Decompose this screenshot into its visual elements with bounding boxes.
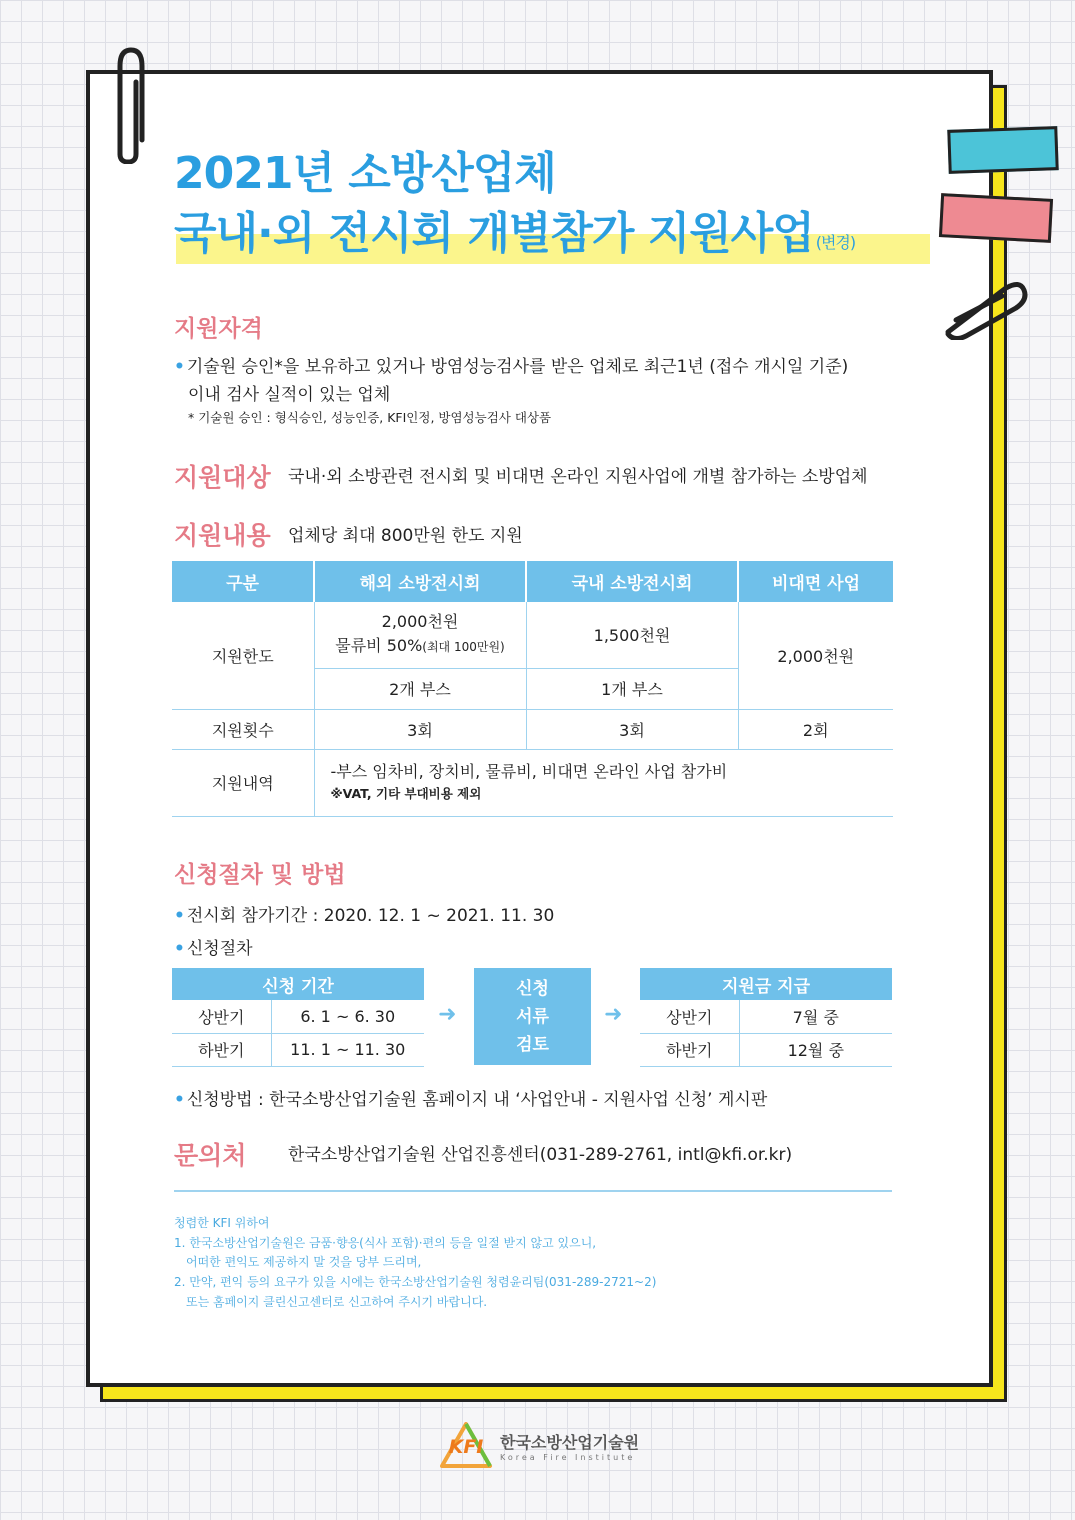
kfi-logo-english: Korea Fire Institute bbox=[500, 1453, 636, 1462]
procedure-steps-label bbox=[174, 934, 253, 959]
apply-period-1: 6. 1 ~ 6. 30 bbox=[271, 1000, 424, 1033]
details-text: -부스 임차비, 장치비, 물류비, 비대면 온라인 사업 참가비 bbox=[330, 761, 728, 781]
header-online: 비대면 사업 bbox=[738, 561, 893, 602]
overseas-booths: 2개 부스 bbox=[314, 668, 526, 709]
content-heading: 지원내용 bbox=[174, 521, 271, 550]
integrity-line4: 또는 홈페이지 클린신고센터로 신고하여 주시기 바랍니다. bbox=[186, 1295, 488, 1309]
procedure-period bbox=[174, 901, 554, 926]
table-row bbox=[172, 602, 893, 668]
overseas-logistics bbox=[315, 634, 526, 659]
paperclip-top-icon bbox=[108, 44, 154, 164]
overseas-logistics-note: (최대 100만원) bbox=[422, 640, 505, 655]
header-category: 구분 bbox=[172, 561, 314, 602]
contact-text: 한국소방산업기술원 산업진흥센터(031-289-2761, intl@kfi.or.kr) bbox=[288, 1145, 793, 1165]
eligibility-note: * 기술원 승인 : 형식승인, 성능인증, KFI인정, 방염성능검사 대상품 bbox=[188, 410, 552, 425]
domestic-booths: 1개 부스 bbox=[526, 668, 738, 709]
table-row bbox=[172, 749, 893, 816]
review-line-1: 신청 bbox=[516, 978, 549, 999]
overseas-count: 3회 bbox=[314, 709, 526, 749]
table-row bbox=[640, 1033, 892, 1066]
kfi-logo-korean: 한국소방산업기술원 bbox=[500, 1433, 640, 1452]
limit-label: 지원한도 bbox=[172, 602, 314, 709]
count-label: 지원횟수 bbox=[172, 709, 314, 749]
details-note: ※VAT, 기타 부대비용 제외 bbox=[330, 785, 482, 801]
support-table-header bbox=[172, 561, 893, 602]
payment-header: 지원금 지급 bbox=[640, 968, 892, 1000]
kfi-logo-text bbox=[500, 1430, 639, 1462]
details-cell bbox=[314, 749, 893, 816]
table-row bbox=[172, 709, 893, 749]
blue-tape-strip bbox=[947, 126, 1058, 174]
eligibility-line2: 이내 검사 실적이 있는 업체 bbox=[188, 385, 391, 405]
divider bbox=[174, 1190, 892, 1192]
page-title-line1: 2021년 소방산업체 bbox=[174, 148, 556, 199]
table-row bbox=[640, 1000, 892, 1033]
procedure-method-text: 신청방법 : 한국소방산업기술원 홈페이지 내 ‘사업안내 - 지원사업 신청’ 게시판 bbox=[186, 1090, 768, 1110]
overseas-amount: 2,000천원 bbox=[381, 612, 459, 632]
pay-half-2: 하반기 bbox=[640, 1033, 739, 1066]
kfi-logo bbox=[436, 1422, 639, 1470]
overseas-limit-cell bbox=[314, 602, 526, 668]
procedure-steps-text: 신청절차 bbox=[186, 939, 253, 959]
overseas-logistics-text: 물류비 50% bbox=[335, 636, 423, 656]
apply-period-2: 11. 1 ~ 11. 30 bbox=[271, 1033, 424, 1066]
apply-half-2: 하반기 bbox=[172, 1033, 271, 1066]
title-suffix: (변경) bbox=[815, 233, 856, 252]
domestic-count: 3회 bbox=[526, 709, 738, 749]
bullet-icon: • bbox=[174, 357, 185, 377]
online-count: 2회 bbox=[738, 709, 893, 749]
integrity-line2: 어떠한 편익도 제공하지 말 것을 당부 드리며, bbox=[186, 1255, 422, 1269]
kfi-logo-mark bbox=[436, 1422, 496, 1470]
bullet-icon: • bbox=[174, 1090, 185, 1110]
bullet-icon: • bbox=[174, 906, 185, 926]
apply-half-1: 상반기 bbox=[172, 1000, 271, 1033]
table-row bbox=[172, 1033, 424, 1066]
eligibility-heading: 지원자격 bbox=[174, 316, 263, 342]
procedure-heading: 신청절차 및 방법 bbox=[174, 862, 346, 888]
target-text: 국내·외 소방관련 전시회 및 비대면 온라인 지원사업에 개별 참가하는 소방업체 bbox=[288, 467, 868, 487]
payment-table bbox=[640, 968, 892, 1067]
domestic-amount: 1,500천원 bbox=[526, 602, 738, 668]
target-heading: 지원대상 bbox=[174, 463, 271, 492]
kfi-logo-letters: KFI bbox=[448, 1436, 484, 1458]
integrity-line3: 2. 만약, 편익 등의 요구가 있을 시에는 한국소방산업기술원 청렴윤리팀(031-289-2721~2) bbox=[174, 1275, 657, 1289]
pay-when-2: 12월 중 bbox=[739, 1033, 892, 1066]
page-title-line2 bbox=[174, 208, 856, 259]
contact-heading: 문의처 bbox=[174, 1141, 247, 1170]
procedure-method bbox=[174, 1085, 767, 1110]
arrow-right-icon: ➜ bbox=[438, 1002, 457, 1027]
eligibility-line1 bbox=[174, 352, 848, 377]
content-text: 업체당 최대 800만원 한도 지원 bbox=[288, 526, 523, 546]
review-line-3: 검토 bbox=[516, 1034, 549, 1055]
integrity-title: 청렴한 KFI 위하여 bbox=[174, 1216, 270, 1230]
pay-half-1: 상반기 bbox=[640, 1000, 739, 1033]
support-table bbox=[172, 561, 893, 817]
page-title-main: 국내·외 전시회 개별참가 지원사업 bbox=[174, 208, 814, 259]
paperclip-side-icon bbox=[936, 276, 1028, 340]
integrity-line1: 1. 한국소방산업기술원은 금품·향응(식사 포함)·편의 등을 일절 받지 않고 있으니, bbox=[174, 1236, 597, 1250]
header-overseas: 해외 소방전시회 bbox=[314, 561, 526, 602]
bullet-icon: • bbox=[174, 939, 185, 959]
apply-period-header: 신청 기간 bbox=[172, 968, 424, 1000]
procedure-period-text: 전시회 참가기간 : 2020. 12. 1 ~ 2021. 11. 30 bbox=[186, 906, 555, 926]
table-row bbox=[172, 1000, 424, 1033]
eligibility-text: 기술원 승인*을 보유하고 있거나 방염성능검사를 받은 업체로 최근1년 (접수 개시일 기준) bbox=[186, 357, 849, 377]
apply-period-table bbox=[172, 968, 424, 1067]
pay-when-1: 7월 중 bbox=[739, 1000, 892, 1033]
review-box bbox=[474, 968, 591, 1065]
details-label: 지원내역 bbox=[172, 749, 314, 816]
review-line-2: 서류 bbox=[516, 1006, 549, 1027]
arrow-right-icon: ➜ bbox=[604, 1002, 623, 1027]
online-amount: 2,000천원 bbox=[738, 602, 893, 709]
header-domestic: 국내 소방전시회 bbox=[526, 561, 738, 602]
pink-tape-strip bbox=[939, 193, 1053, 243]
